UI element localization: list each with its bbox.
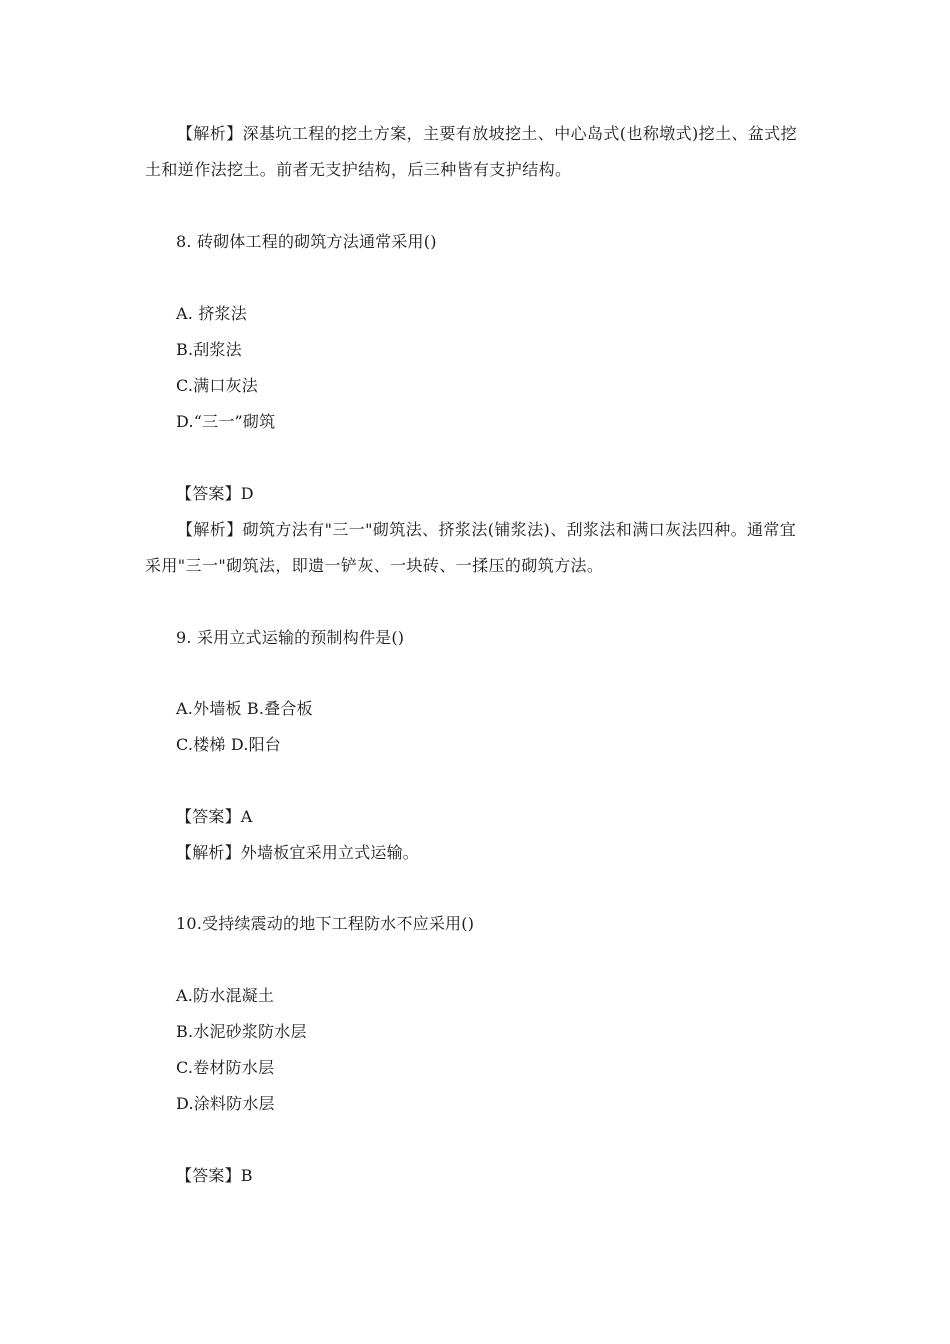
q9-options-row-2: C.楼梯 D.阳台 (176, 735, 281, 754)
q9-options-row-1: A.外墙板 B.叠合板 (176, 699, 313, 718)
q8-option-c: C.满口灰法 (176, 376, 258, 395)
q8-analysis: 【解析】砌筑方法有"三一"砌筑法、挤浆法(铺浆法)、刮浆法和满口灰法四种。通常宜采用"三一"砌筑法，即遗一铲灰、一块砖、一揉压的砌筑方法。 (145, 520, 797, 575)
q10-option-b: B.水泥砂浆防水层 (176, 1022, 307, 1041)
question-9: 9. 采用立式运输的预制构件是() (176, 628, 405, 647)
q8-option-b: B.刮浆法 (176, 340, 242, 359)
q10-option-c: C.卷材防水层 (176, 1058, 275, 1077)
q8-option-a: A. 挤浆法 (176, 304, 247, 323)
q10-option-d: D.涂料防水层 (176, 1094, 275, 1113)
q8-answer: 【答案】D (176, 484, 254, 503)
analysis-paragraph-q7: 【解析】深基坑工程的挖土方案，主要有放坡挖土、中心岛式(也称墩式)挖土、盆式挖土和逆作法挖土。前者无支护结构，后三种皆有支护结构。 (145, 124, 798, 179)
q9-analysis: 【解析】外墙板宜采用立式运输。 (176, 843, 420, 862)
q10-answer: 【答案】B (176, 1166, 253, 1185)
q10-option-a: A.防水混凝土 (176, 986, 275, 1005)
question-8: 8. 砖砌体工程的砌筑方法通常采用() (176, 232, 437, 251)
question-10: 10.受持续震动的地下工程防水不应采用() (176, 914, 475, 933)
q8-option-d: D.“三一”砌筑 (176, 412, 276, 431)
q9-answer: 【答案】A (176, 807, 253, 826)
